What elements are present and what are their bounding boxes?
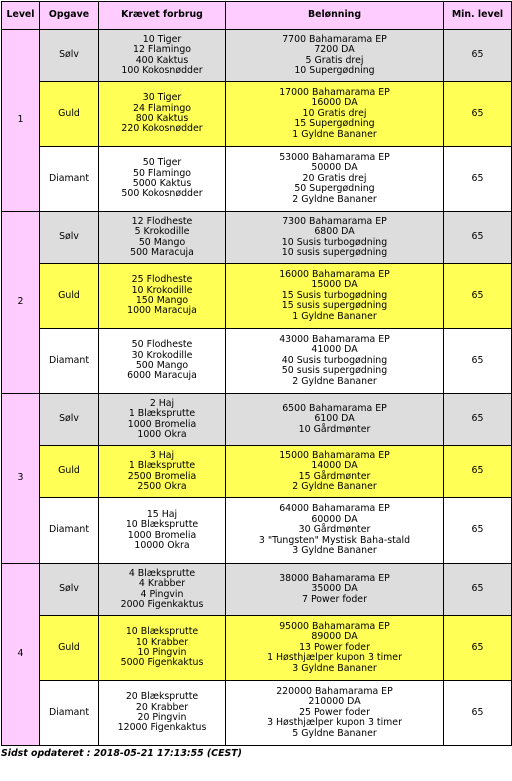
reward-item: 1 Gyldne Bananer xyxy=(292,310,377,322)
required-item: 500 Maracuja xyxy=(130,246,194,258)
required-item: 1000 Maracuja xyxy=(127,305,197,317)
reward-item: 3 Gyldne Bananer xyxy=(292,662,377,674)
table-row xyxy=(2,498,512,564)
task-cell: Diamant xyxy=(40,681,99,746)
required-item: 12 Flamingo xyxy=(132,44,192,56)
header-level: Level xyxy=(2,2,40,30)
required-item: 10 Krabber xyxy=(135,636,189,648)
required-item: 2500 Okra xyxy=(137,480,187,492)
required-item: 30 Krokodille xyxy=(131,349,193,361)
reward-item: 60000 DA xyxy=(311,513,358,525)
reward-item: 20 Gratis drej xyxy=(302,172,367,184)
required-item: 220 Kokosnødder xyxy=(121,123,203,135)
reward-item: 25 Power foder xyxy=(299,706,370,718)
header-task: Opgave xyxy=(40,2,99,30)
required-cell xyxy=(99,264,226,329)
required-cell xyxy=(99,616,226,681)
task-cell: Guld xyxy=(40,82,99,147)
reward-cell xyxy=(226,498,444,564)
required-item: 400 Kaktus xyxy=(135,54,189,66)
task-cell: Diamant xyxy=(40,147,99,212)
required-item: 1 Blæksprutte xyxy=(128,460,196,472)
table-row xyxy=(2,264,512,329)
header-required: Krævet forbrug xyxy=(99,2,226,30)
reward-item: 41000 DA xyxy=(311,344,358,356)
reward-cell xyxy=(226,446,444,498)
required-item: 500 Kokosnødder xyxy=(121,188,203,200)
reward-item: 3 "Tungsten" Mystisk Baha-stald xyxy=(258,534,411,546)
reward-item: 13 Power foder xyxy=(299,641,370,653)
reward-item: 10 susis supergødning xyxy=(281,246,388,258)
required-cell xyxy=(99,681,226,746)
required-cell xyxy=(99,446,226,498)
reward-item: 50000 DA xyxy=(311,162,358,174)
reward-item: 3 Gyldne Bananer xyxy=(292,545,377,557)
required-item: 5 Krokodille xyxy=(134,226,190,238)
rewards-table xyxy=(1,1,512,746)
reward-item: 15 Supergødning xyxy=(294,118,375,130)
header-row xyxy=(2,2,512,30)
reward-cell xyxy=(226,394,444,446)
reward-item: 10 Susis turbogødning xyxy=(281,236,388,248)
required-item: 50 Flodheste xyxy=(131,339,193,351)
required-item: 2000 Figenkaktus xyxy=(120,598,204,610)
reward-item: 6100 DA xyxy=(314,413,355,425)
reward-item: 14000 DA xyxy=(311,460,358,472)
required-item: 1000 Bromelia xyxy=(127,529,197,541)
table-body xyxy=(2,30,512,746)
reward-item: 38000 Bahamarama EP xyxy=(279,572,390,584)
reward-item: 2 Gyldne Bananer xyxy=(292,480,377,492)
required-cell xyxy=(99,498,226,564)
required-cell xyxy=(99,82,226,147)
reward-item: 3 Høsthjælper kupon 3 timer xyxy=(267,717,402,729)
required-item: 10000 Okra xyxy=(134,539,190,551)
min-level-cell: 65 xyxy=(444,212,512,264)
required-cell xyxy=(99,147,226,212)
required-item: 1000 Okra xyxy=(137,428,187,440)
reward-item: 6500 Bahamarama EP xyxy=(282,402,387,414)
reward-item: 10 Gratis drej xyxy=(302,107,367,119)
reward-item: 15 Susis turbogødning xyxy=(281,289,388,301)
required-item: 500 Mango xyxy=(135,360,189,371)
reward-item: 7200 DA xyxy=(314,44,355,56)
min-level-cell: 65 xyxy=(444,394,512,446)
task-cell: Diamant xyxy=(40,498,99,564)
reward-item: 10 Gårdmønter xyxy=(298,423,371,435)
reward-cell xyxy=(226,616,444,681)
min-level-cell: 65 xyxy=(444,446,512,498)
reward-item: 43000 Bahamarama EP xyxy=(279,333,390,345)
level-cell: 1 xyxy=(2,30,40,212)
required-item: 10 Blæksprutte xyxy=(125,626,199,638)
required-item: 4 Blæksprutte xyxy=(128,567,196,579)
level-cell: 2 xyxy=(2,212,40,394)
required-item: 24 Flamingo xyxy=(132,102,192,114)
reward-cell xyxy=(226,564,444,616)
reward-item: 15000 Bahamarama EP xyxy=(279,449,390,461)
required-item: 12 Flodheste xyxy=(131,215,193,227)
reward-cell xyxy=(226,212,444,264)
min-level-cell: 65 xyxy=(444,30,512,82)
task-cell: Sølv xyxy=(40,564,99,616)
reward-item: 15 Gårdmønter xyxy=(298,470,371,482)
table-row xyxy=(2,82,512,147)
level-cell: 3 xyxy=(2,394,40,564)
table-row xyxy=(2,616,512,681)
reward-item: 10 Supergødning xyxy=(294,64,375,76)
task-cell: Sølv xyxy=(40,212,99,264)
required-cell xyxy=(99,329,226,394)
required-item: 2 Haj xyxy=(149,397,175,409)
reward-item: 35000 DA xyxy=(311,583,358,595)
required-cell xyxy=(99,394,226,446)
reward-item: 220000 Bahamarama EP xyxy=(276,685,393,697)
required-item: 20 Pingvin xyxy=(137,712,187,723)
reward-item: 1 Gyldne Bananer xyxy=(292,128,377,140)
required-item: 15 Haj xyxy=(146,508,178,520)
required-item: 20 Krabber xyxy=(135,701,189,713)
task-cell: Sølv xyxy=(40,30,99,82)
required-item: 2500 Bromelia xyxy=(127,470,197,482)
required-item: 50 Flamingo xyxy=(132,167,192,179)
required-item: 10 Tiger xyxy=(142,33,182,45)
table-row xyxy=(2,212,512,264)
reward-item: 17000 Bahamarama EP xyxy=(279,86,390,98)
required-cell xyxy=(99,30,226,82)
reward-cell xyxy=(226,681,444,746)
header-min-level: Min. level xyxy=(444,2,512,30)
task-cell: Guld xyxy=(40,446,99,498)
required-item: 10 Pingvin xyxy=(137,647,187,658)
min-level-cell: 65 xyxy=(444,498,512,564)
required-item: 10 Krokodille xyxy=(131,284,193,296)
min-level-cell: 65 xyxy=(444,681,512,746)
required-cell xyxy=(99,212,226,264)
reward-cell xyxy=(226,264,444,329)
table-row xyxy=(2,30,512,82)
reward-cell xyxy=(226,147,444,212)
table-row xyxy=(2,147,512,212)
required-item: 6000 Maracuja xyxy=(127,370,197,382)
reward-cell xyxy=(226,30,444,82)
min-level-cell: 65 xyxy=(444,329,512,394)
required-item: 25 Flodheste xyxy=(131,274,193,286)
reward-item: 2 Gyldne Bananer xyxy=(292,193,377,205)
required-item: 4 Pingvin xyxy=(140,588,184,600)
level-cell: 4 xyxy=(2,564,40,746)
table-row xyxy=(2,446,512,498)
task-cell: Sølv xyxy=(40,394,99,446)
required-item: 1000 Bromelia xyxy=(127,418,197,430)
table-row xyxy=(2,681,512,746)
min-level-cell: 65 xyxy=(444,616,512,681)
min-level-cell: 65 xyxy=(444,264,512,329)
required-item: 4 Krabber xyxy=(138,578,186,590)
required-item: 5000 Figenkaktus xyxy=(120,657,204,669)
reward-item: 7 Power foder xyxy=(302,593,367,605)
reward-item: 95000 Bahamarama EP xyxy=(279,620,390,632)
task-cell: Guld xyxy=(40,264,99,329)
header-reward: Belønning xyxy=(226,2,444,30)
table-row xyxy=(2,394,512,446)
required-item: 10 Blæksprutte xyxy=(125,519,199,531)
reward-item: 16000 Bahamarama EP xyxy=(279,268,390,280)
required-item: 20 Blæksprutte xyxy=(125,691,199,703)
reward-item: 1 Høsthjælper kupon 3 timer xyxy=(267,652,402,664)
reward-item: 53000 Bahamarama EP xyxy=(279,151,390,163)
reward-item: 5 Gyldne Bananer xyxy=(292,727,377,739)
reward-item: 40 Susis turbogødning xyxy=(281,354,388,366)
task-cell: Diamant xyxy=(40,329,99,394)
required-item: 50 Mango xyxy=(138,236,186,248)
required-item: 150 Mango xyxy=(135,295,189,306)
reward-item: 16000 DA xyxy=(311,97,358,109)
required-item: 100 Kokosnødder xyxy=(121,64,203,76)
reward-cell xyxy=(226,329,444,394)
reward-item: 15 susis supergødning xyxy=(281,300,388,312)
reward-item: 15000 DA xyxy=(311,279,358,291)
reward-cell xyxy=(226,82,444,147)
last-updated-text: Sidst opdateret : 2018-05-21 17:13:55 (CEST) xyxy=(1,748,242,759)
table-row xyxy=(2,329,512,394)
reward-item: 50 susis supergødning xyxy=(281,365,388,377)
table-row xyxy=(2,564,512,616)
reward-item: 210000 DA xyxy=(308,696,361,708)
task-cell: Guld xyxy=(40,616,99,681)
reward-item: 64000 Bahamarama EP xyxy=(279,503,390,515)
required-item: 800 Kaktus xyxy=(135,113,189,124)
required-item: 30 Tiger xyxy=(142,92,182,104)
required-item: 5000 Kaktus xyxy=(132,178,192,189)
reward-item: 7700 Bahamarama EP xyxy=(282,33,387,45)
reward-item: 89000 DA xyxy=(311,631,358,643)
required-item: 3 Haj xyxy=(149,449,175,461)
reward-item: 7300 Bahamarama EP xyxy=(282,215,387,227)
required-item: 50 Tiger xyxy=(142,157,182,169)
min-level-cell: 65 xyxy=(444,564,512,616)
required-item: 12000 Figenkaktus xyxy=(117,722,207,734)
required-cell xyxy=(99,564,226,616)
reward-item: 2 Gyldne Bananer xyxy=(292,375,377,387)
reward-item: 50 Supergødning xyxy=(294,183,375,195)
reward-item: 5 Gratis drej xyxy=(305,54,364,66)
min-level-cell: 65 xyxy=(444,82,512,147)
reward-item: 6800 DA xyxy=(314,226,355,238)
required-item: 1 Blæksprutte xyxy=(128,408,196,420)
reward-item: 30 Gårdmønter xyxy=(298,524,371,536)
min-level-cell: 65 xyxy=(444,147,512,212)
